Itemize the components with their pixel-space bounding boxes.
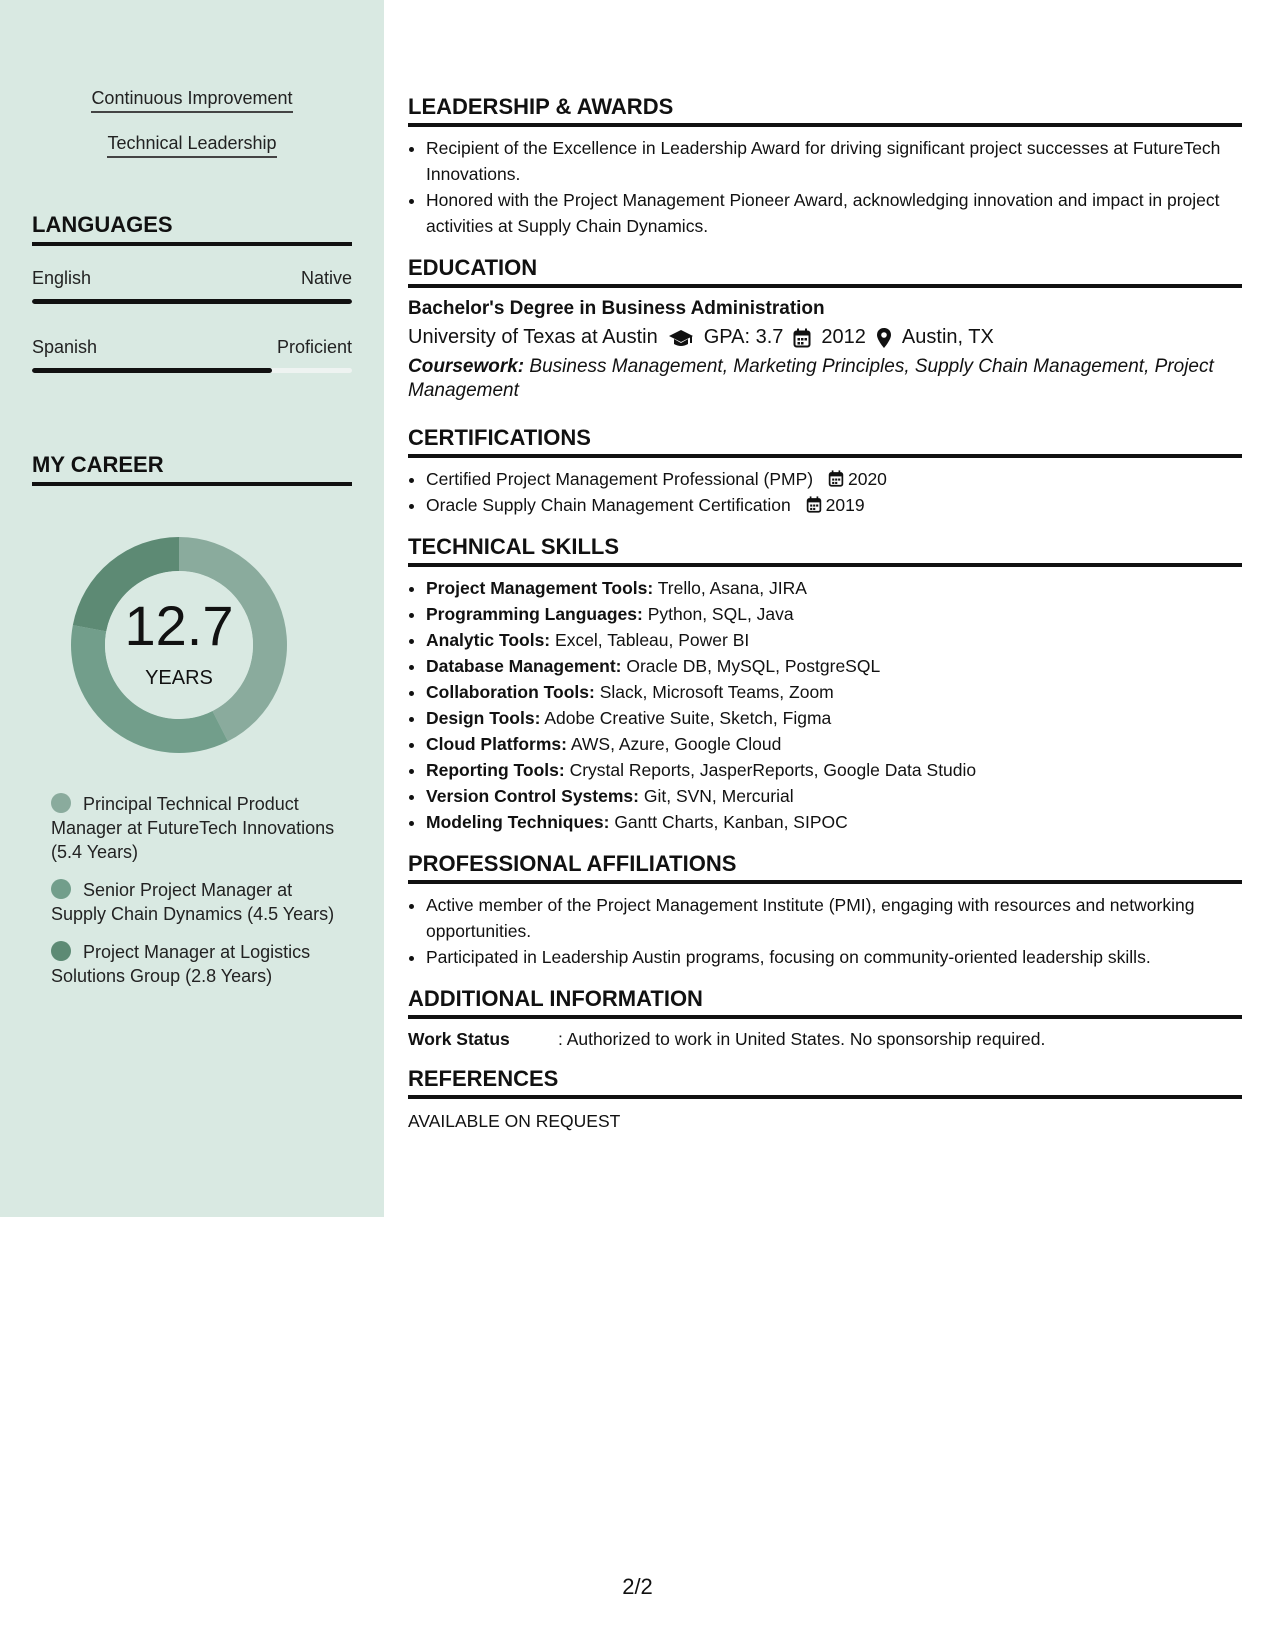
skill-value: Python, SQL, Java xyxy=(647,604,794,624)
skill-label: Modeling Techniques: xyxy=(426,812,610,832)
career-heading: MY CAREER xyxy=(32,452,352,486)
gpa: GPA: 3.7 xyxy=(703,326,784,348)
skill-item xyxy=(426,627,1242,653)
additional-info-heading: ADDITIONAL INFORMATION xyxy=(408,986,1242,1019)
certifications-heading: CERTIFICATIONS xyxy=(408,425,1242,458)
legend-dot xyxy=(51,793,71,813)
tag-technical-leadership: Technical Leadership xyxy=(107,133,276,158)
affiliations-heading: PROFESSIONAL AFFILIATIONS xyxy=(408,851,1242,884)
list-item: • Recipient of the Excellence in Leadership Award for driving significant project successes at FutureTech Innovations. xyxy=(426,135,1242,187)
list-item: • Honored with the Project Management Pioneer Award, acknowledging innovation and impact in project activities at Supply Chain Dynamics. xyxy=(426,187,1242,239)
languages-heading: LANGUAGES xyxy=(32,212,352,246)
references-heading: REFERENCES xyxy=(408,1066,1242,1099)
calendar-icon xyxy=(793,328,811,348)
education-heading: EDUCATION xyxy=(408,255,1242,288)
coursework-list: Business Management, Marketing Principles, Supply Chain Management, Project Management xyxy=(408,356,1214,401)
legend-dot xyxy=(51,879,71,899)
page-number: 2/2 xyxy=(622,1574,653,1599)
leadership-heading: LEADERSHIP & AWARDS xyxy=(408,94,1242,127)
calendar-icon xyxy=(828,470,844,487)
skill-value: Excel, Tableau, Power BI xyxy=(555,630,750,650)
language-bar xyxy=(32,299,352,304)
certification-name: Certified Project Management Professional (PMP) xyxy=(426,469,814,489)
skill-value: Oracle DB, MySQL, PostgreSQL xyxy=(626,656,881,676)
certification-name: Oracle Supply Chain Management Certification xyxy=(426,495,791,515)
skill-label: Cloud Platforms: xyxy=(426,734,567,754)
language-bar-fill xyxy=(32,299,352,304)
graduation-year: 2012 xyxy=(821,326,866,348)
skill-item xyxy=(426,653,1242,679)
skill-label: Reporting Tools: xyxy=(426,760,565,780)
skill-item xyxy=(426,575,1242,601)
language-spanish xyxy=(32,337,352,373)
tag-continuous-improvement: Continuous Improvement xyxy=(91,88,292,113)
coursework-label: Coursework: xyxy=(408,356,525,377)
skill-value: Adobe Creative Suite, Sketch, Figma xyxy=(544,708,832,728)
skill-value: Gantt Charts, Kanban, SIPOC xyxy=(614,812,848,832)
strength-tags xyxy=(0,88,384,178)
affiliations-section xyxy=(408,851,1242,970)
certification-item xyxy=(426,466,1242,492)
skill-item xyxy=(426,705,1242,731)
career-label: Principal Technical Product Manager at FutureTech Innovations (5.4 Years) xyxy=(51,794,335,862)
language-bar xyxy=(32,368,352,373)
calendar-icon xyxy=(806,496,822,513)
language-english xyxy=(32,268,352,304)
additional-info-section xyxy=(408,986,1242,1050)
references-text: AVAILABLE ON REQUEST xyxy=(408,1111,621,1131)
skill-label: Programming Languages: xyxy=(426,604,643,624)
certification-year: 2019 xyxy=(825,495,865,515)
skill-item xyxy=(426,757,1242,783)
work-status-value: : Authorized to work in United States. No sponsorship required. xyxy=(558,1029,1046,1049)
skill-value: Crystal Reports, JasperReports, Google Data Studio xyxy=(569,760,977,780)
certification-year: 2020 xyxy=(847,469,887,489)
skill-value: Git, SVN, Mercurial xyxy=(643,786,794,806)
language-bar-fill xyxy=(32,368,272,373)
education-section xyxy=(408,255,1242,403)
skill-label: Project Management Tools: xyxy=(426,578,654,598)
coursework xyxy=(408,355,1242,403)
career-label: Project Manager at Logistics Solutions Group (2.8 Years) xyxy=(51,942,311,986)
main-content xyxy=(408,94,1242,1148)
career-item xyxy=(51,792,341,864)
certification-item xyxy=(426,492,1242,518)
work-status-label: Work Status xyxy=(408,1029,510,1049)
skill-label: Analytic Tools: xyxy=(426,630,551,650)
list-item: • Participated in Leadership Austin programs, focusing on community-oriented leadership skills. xyxy=(426,944,1242,970)
language-name: English xyxy=(32,268,92,288)
career-total-years: 12.7 xyxy=(124,594,234,657)
skill-label: Version Control Systems: xyxy=(426,786,639,806)
career-item xyxy=(51,940,341,988)
location: Austin, TX xyxy=(901,326,994,348)
list-item: • Active member of the Project Management Institute (PMI), engaging with resources and networking opportunities. xyxy=(426,892,1242,944)
career-legend xyxy=(51,792,341,1002)
skill-item xyxy=(426,731,1242,757)
skills-section xyxy=(408,534,1242,835)
graduation-cap-icon xyxy=(668,328,694,348)
skill-label: Design Tools: xyxy=(426,708,541,728)
career-item xyxy=(51,878,341,926)
skill-value: Trello, Asana, JIRA xyxy=(657,578,807,598)
skill-item xyxy=(426,783,1242,809)
references-section xyxy=(408,1066,1242,1132)
certifications-section xyxy=(408,425,1242,518)
language-level: Proficient xyxy=(276,337,352,357)
career-label: Senior Project Manager at Supply Chain Dynamics (4.5 Years) xyxy=(51,880,335,924)
degree: Bachelor's Degree in Business Administration xyxy=(408,298,825,319)
skill-label: Database Management: xyxy=(426,656,622,676)
skills-heading: TECHNICAL SKILLS xyxy=(408,534,1242,567)
school-name: University of Texas at Austin xyxy=(408,326,658,348)
legend-dot xyxy=(51,941,71,961)
skill-value: AWS, Azure, Google Cloud xyxy=(570,734,782,754)
location-pin-icon xyxy=(876,327,892,349)
skills-list xyxy=(408,575,1242,835)
skill-item xyxy=(426,601,1242,627)
career-unit: YEARS xyxy=(145,667,213,689)
leadership-section xyxy=(408,94,1242,239)
education-details xyxy=(408,326,1242,349)
skill-value: Slack, Microsoft Teams, Zoom xyxy=(599,682,834,702)
skill-item xyxy=(426,679,1242,705)
language-level: Native xyxy=(300,268,352,288)
language-name: Spanish xyxy=(32,337,98,357)
sidebar xyxy=(0,0,384,1217)
skill-label: Collaboration Tools: xyxy=(426,682,595,702)
skill-item xyxy=(426,809,1242,835)
work-status-row xyxy=(408,1029,1242,1050)
